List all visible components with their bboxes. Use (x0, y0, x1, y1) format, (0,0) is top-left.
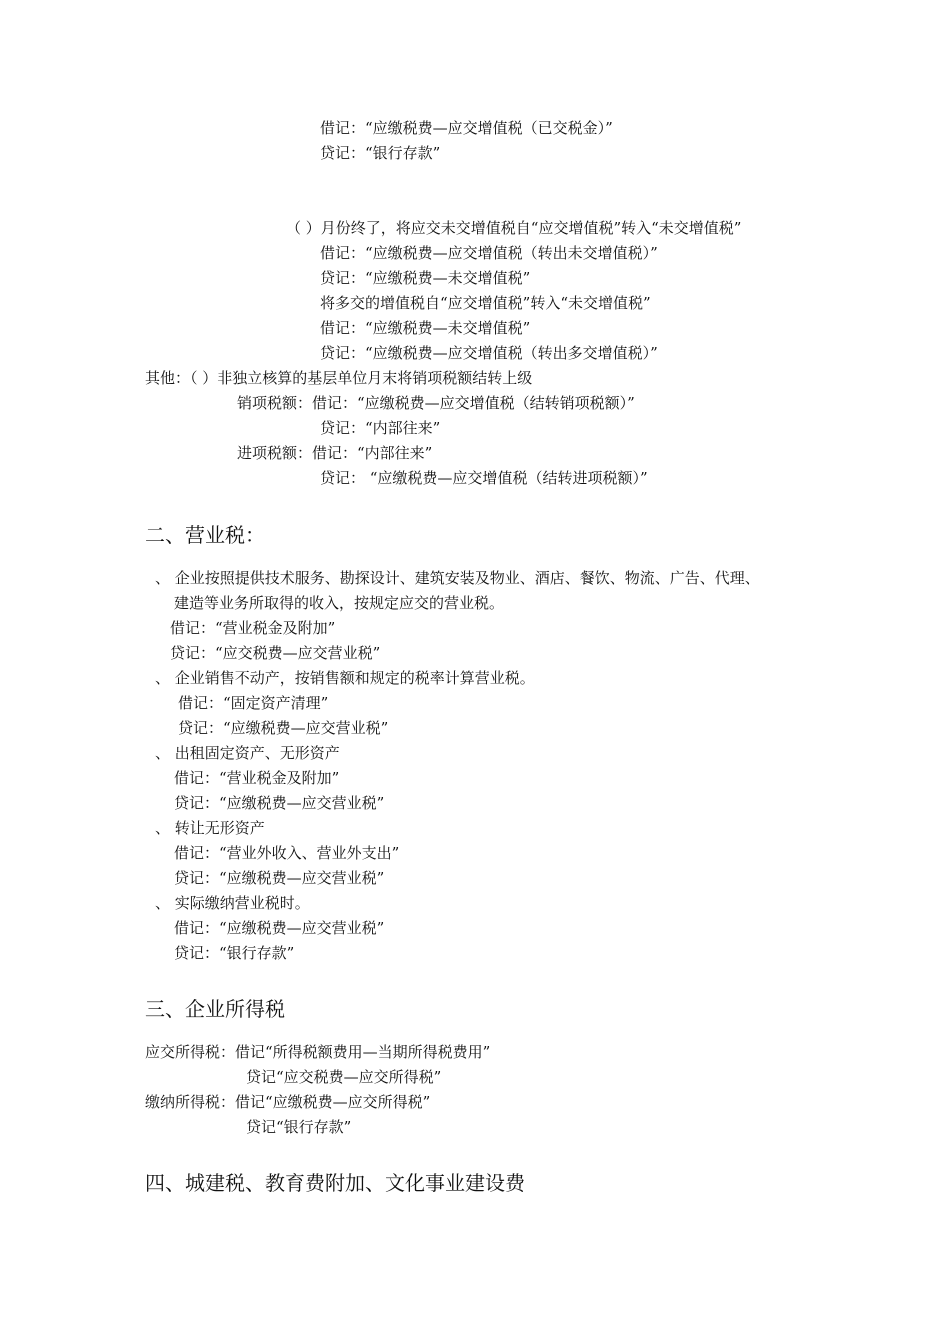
bt-item3-credit: 贷记：“应缴税费—应交营业税” (174, 794, 385, 812)
business-tax-heading: 二、营业税： (145, 523, 265, 547)
it-accrue-credit: 贷记“应交税费—应交所得税” (246, 1068, 442, 1086)
bt-item1-debit: 借记：“营业税金及附加” (170, 619, 336, 637)
bt-item4: 、 转让无形资产 (155, 819, 265, 837)
bt-item5: 、 实际缴纳营业税时。 (155, 894, 310, 912)
income-tax-heading: 三、企业所得税 (145, 997, 285, 1021)
vat-overpaid-title: 将多交的增值税自“应交增值税”转入“未交增值税” (320, 294, 651, 312)
vat-output-credit: 贷记：“内部往来” (320, 419, 441, 437)
vat-monthend-debit: 借记：“应缴税费—应交增值税（转出未交增值税）” (320, 244, 658, 262)
bt-item2-debit: 借记：“固定资产清理” (178, 694, 329, 712)
bt-item1-line1: 、 企业按照提供技术服务、勘探设计、建筑安装及物业、酒店、餐饮、物流、广告、代理、 (155, 569, 760, 587)
vat-paid-debit: 借记：“应缴税费—应交增值税（已交税金）” (320, 119, 613, 137)
bt-item5-debit: 借记：“应缴税费—应交营业税” (174, 919, 385, 937)
vat-input-debit: 进项税额：借记：“内部往来” (237, 444, 433, 462)
vat-other-title: 其他：（ ）非独立核算的基层单位月末将销项税额结转上级 (145, 369, 533, 387)
vat-paid-credit: 贷记：“银行存款” (320, 144, 441, 162)
vat-output-debit: 销项税额：借记：“应缴税费—应交增值税（结转销项税额）” (237, 394, 635, 412)
bt-item3-debit: 借记：“营业税金及附加” (174, 769, 340, 787)
vat-monthend-credit: 贷记：“应缴税费—未交增值税” (320, 269, 531, 287)
vat-monthend-title: （ ）月份终了，将应交未交增值税自“应交增值税”转入“未交增值税” (286, 219, 742, 237)
it-accrue-debit: 应交所得税：借记“所得税额费用—当期所得税费用” (145, 1043, 491, 1061)
bt-item2-credit: 贷记：“应缴税费—应交营业税” (178, 719, 389, 737)
surcharges-heading: 四、城建税、教育费附加、文化事业建设费 (145, 1171, 525, 1195)
bt-item1-line2: 建造等业务所取得的收入，按规定应交的营业税。 (174, 594, 505, 612)
bt-item4-credit: 贷记：“应缴税费—应交营业税” (174, 869, 385, 887)
it-pay-debit: 缴纳所得税：借记“应缴税费—应交所得税” (145, 1093, 431, 1111)
bt-item5-credit: 贷记：“银行存款” (174, 944, 295, 962)
vat-overpaid-credit: 贷记：“应缴税费—应交增值税（转出多交增值税）” (320, 344, 658, 362)
bt-item1-credit: 贷记：“应交税费—应交营业税” (170, 644, 381, 662)
it-pay-credit: 贷记“银行存款” (246, 1118, 352, 1136)
bt-item4-debit: 借记：“营业外收入、营业外支出” (174, 844, 400, 862)
bt-item2: 、 企业销售不动产，按销售额和规定的税率计算营业税。 (155, 669, 535, 687)
vat-input-credit: 贷记： “应缴税费—应交增值税（结转进项税额）” (320, 469, 648, 487)
vat-overpaid-debit: 借记：“应缴税费—未交增值税” (320, 319, 531, 337)
bt-item3: 、 出租固定资产、无形资产 (155, 744, 340, 762)
